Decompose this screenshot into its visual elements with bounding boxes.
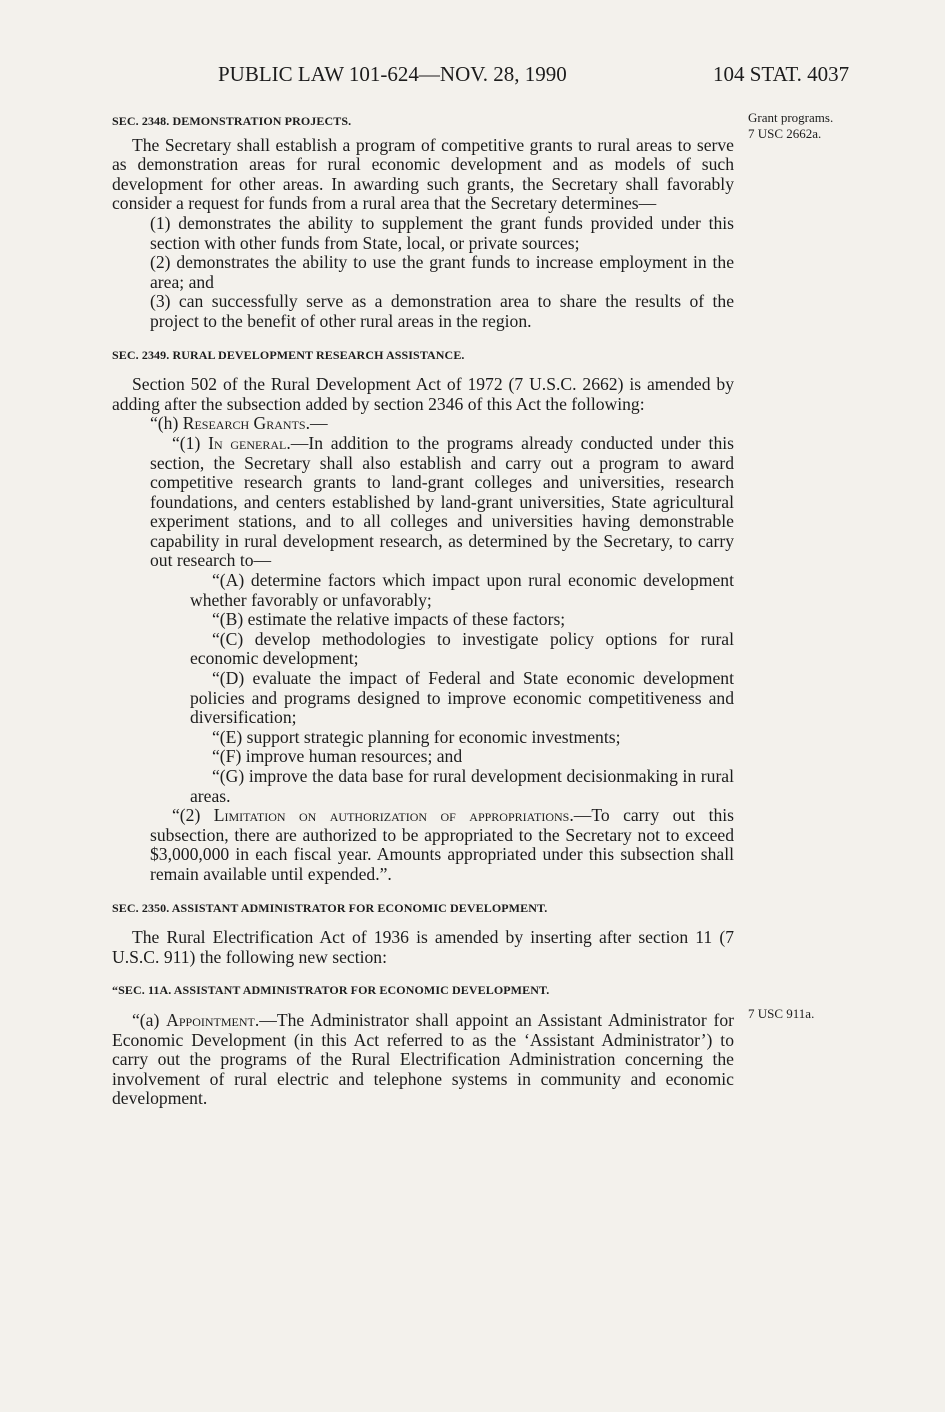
section-2350-intro: The Rural Electrification Act of 1936 is amended by inserting after section 11 (7 U.S.C. 911) the following new section:: [112, 927, 734, 967]
section-2350-heading: SEC. 2350. ASSISTANT ADMINISTRATOR FOR ECONOMIC DEVELOPMENT.: [112, 900, 548, 915]
paragraph-2-prefix: “(2): [172, 805, 214, 826]
paragraph-1: [112, 434, 734, 571]
sub-item-f: “(F) improve human resources; and: [212, 746, 463, 767]
sub-item-g: “(G) improve the data base for rural development decisionmaking in rural areas.: [190, 766, 734, 806]
sub-item-a: “(A) determine factors which impact upon rural economic development whether favorably or unfavorably;: [190, 570, 734, 610]
subsection-a-prefix: “(a): [132, 1009, 167, 1030]
paragraph-2-text: —To carry out this subsection, there are authorized to be appropriated to the Secretary not to exceed $3,000,000 in each fiscal year. Amounts appropriated under this subsection shall remain available until expended.”.: [150, 805, 734, 884]
subsection-h-suffix: —: [310, 413, 328, 434]
subsection-h-title: Research Grants.: [182, 413, 310, 434]
paragraph-1-title: In general.: [208, 432, 291, 453]
paragraph-1-prefix: “(1): [172, 432, 209, 453]
page-body: [112, 112, 734, 1109]
section-2348-heading: SEC. 2348. DEMONSTRATION PROJECTS.: [112, 114, 352, 128]
running-header-title: PUBLIC LAW 101-624—NOV. 28, 1990: [218, 62, 567, 86]
section-2348-intro: The Secretary shall establish a program of competitive grants to rural areas to serve as demonstration areas for rural economic development and as models of such development for other areas. In awarding such grants, the Secretary shall favorably consider a request for funds from a rural area that the Secretary determines—: [112, 134, 734, 214]
margin-note-grant-programs: Grant programs.: [748, 110, 834, 125]
section-2348-item-2: (2) demonstrates the ability to use the grant funds to increase employment in the area; and: [150, 252, 734, 292]
sub-item-e: “(E) support strategic planning for economic investments;: [212, 726, 621, 747]
section-2348-item-3: (3) can successfully serve as a demonstration area to share the results of the project to the benefit of other rural areas in the region.: [150, 291, 734, 331]
subsection-h-prefix: “(h): [150, 413, 183, 434]
running-header-page: 104 STAT. 4037: [713, 62, 850, 86]
sub-item-d: “(D) evaluate the impact of Federal and State economic development policies and programs designed to improve economic competitiveness and diversification;: [190, 668, 734, 728]
subsection-a: [112, 1011, 734, 1109]
margin-note-usc-911a: 7 USC 911a.: [748, 1006, 815, 1021]
sub-item-b: “(B) estimate the relative impacts of these factors;: [212, 609, 566, 630]
sub-item-c: “(C) develop methodologies to investigate policy options for rural economic development;: [190, 628, 734, 669]
section-2348-item-1: (1) demonstrates the ability to supplement the grant funds provided under this section with other funds from State, local, or private sources;: [150, 212, 734, 253]
subsection-a-title: Appointment.: [166, 1009, 260, 1030]
paragraph-2: [112, 806, 734, 884]
section-2349-heading: SEC. 2349. RURAL DEVELOPMENT RESEARCH ASSISTANCE.: [112, 347, 465, 362]
section-2349-intro: Section 502 of the Rural Development Act of 1972 (7 U.S.C. 2662) is amended by adding after the subsection added by section 2346 of this Act the following:: [112, 374, 734, 414]
section-11a-heading: “SEC. 11A. ASSISTANT ADMINISTRATOR FOR ECONOMIC DEVELOPMENT.: [112, 983, 550, 998]
paragraph-1-text: —In addition to the programs already conducted under this section, the Secretary shall also establish and carry out a program to award competitive research grants to land-grant colleges and universities, research foundations, and centers established by land-grant universities, State agricultural experiment stations, and to all colleges and universities having demonstrable capability in rural development research, as determined by the Secretary, to carry out research to—: [150, 432, 734, 571]
subsection-a-text: —The Administrator shall appoint an Assistant Administrator for Economic Development (in this Act referred to as the ‘Assistant Administrator’) to carry out the programs of the Rural Electrification Administration concerning the involvement of rural electric and telephone systems in community and economic development.: [112, 1009, 735, 1109]
subsection-h-heading: [112, 414, 734, 434]
paragraph-2-title: Limitation on authorization of appropriations.: [213, 805, 574, 826]
margin-note-usc-2662a: 7 USC 2662a.: [748, 126, 822, 141]
